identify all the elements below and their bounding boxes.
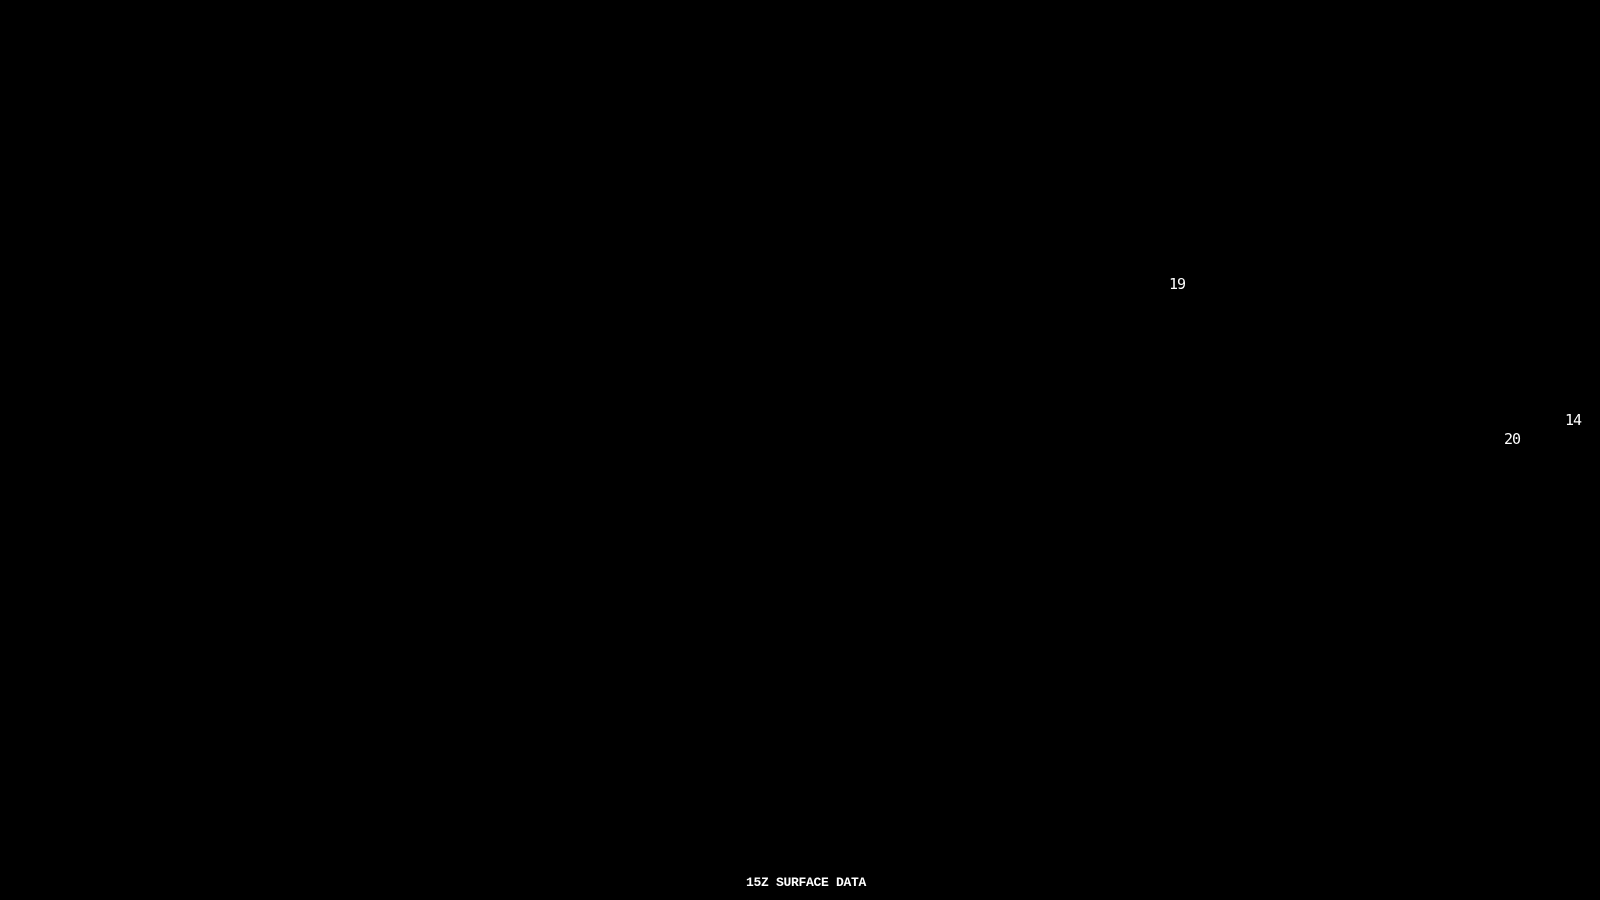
station-value: 19 <box>1169 275 1186 293</box>
plot-title: 15Z SURFACE DATA <box>746 875 867 890</box>
station-value: 14 <box>1565 411 1582 429</box>
station-value: 20 <box>1504 430 1521 448</box>
